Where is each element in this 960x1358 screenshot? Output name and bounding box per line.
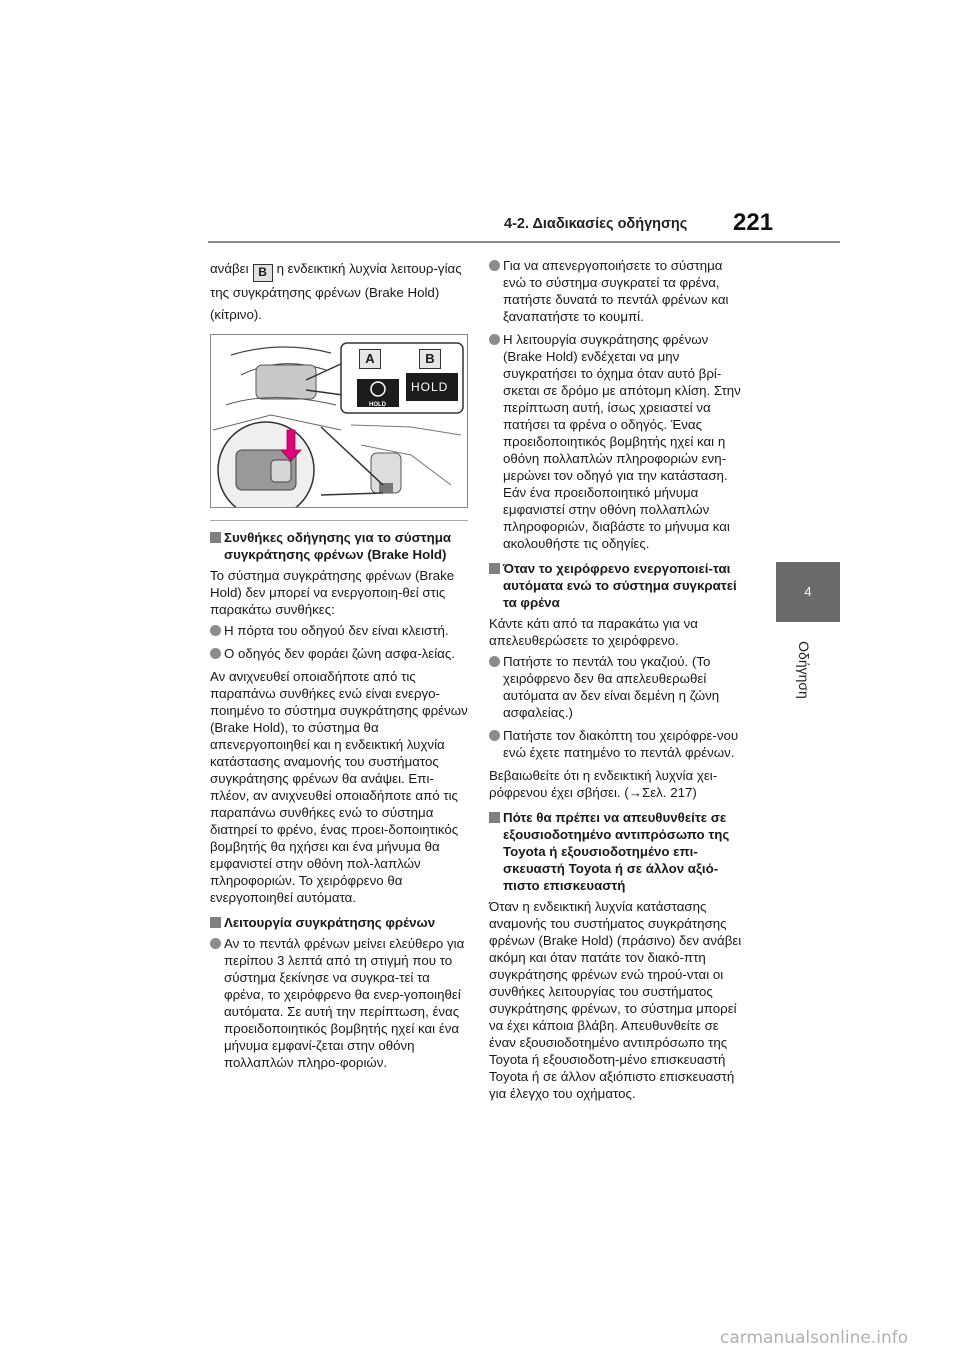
heading-parking-brake-text: Όταν το χειρόφρενο ενεργοποιεί-ται αυτόματα ενώ το σύστημα συγκρατεί τα φρένα [503, 561, 737, 610]
square-bullet-icon [489, 563, 500, 574]
intro-post: η ενδεικτική λυχνία λειτουρ-γίας της συγκράτησης φρένων (Brake Hold) (κίτρινο). [210, 261, 462, 322]
bullet-three-minutes-text: Αν το πεντάλ φρένων μείνει ελεύθερο για περίπου 3 λεπτά από τη στιγμή που το σύστημα ξεκίνησε να συγκρα-τεί τα φρένα, το χειρόφρενο θα ενερ-γοποιηθεί αυτόματα. Σε αυτή την περίπτωση, ένας προειδοποιητικός βομβητής ηχεί και ένα μήνυμα εμφανί-ζεται στην οθόνη πολλαπλών πληρο-φοριών. [224, 936, 465, 1070]
indicator-b-key: B [253, 264, 273, 282]
intro-paragraph [210, 258, 468, 326]
para-conditions: Το σύστημα συγκράτησης φρένων (Brake Hold) δεν μπορεί να ενεργοποιη-θεί στις παρακάτω συνθήκες: [210, 568, 455, 617]
header-rule [208, 241, 840, 243]
heading-operation-text: Λειτουργία συγκράτησης φρένων [224, 915, 436, 930]
bullet-door-text: Η πόρτα του οδηγού δεν είναι κλειστή. [224, 623, 449, 638]
label-b: B [419, 349, 441, 369]
chapter-tab[interactable] [776, 562, 840, 622]
heading-conditions [210, 529, 468, 563]
round-bullet-icon [489, 656, 500, 667]
brake-hold-illustration [210, 334, 468, 508]
intro-pre: ανάβει [210, 261, 249, 276]
bullet-three-minutes [210, 935, 468, 1071]
para-release: Κάντε κάτι από τα παρακάτω για να απελευθερώσετε το χειρόφρενο. [489, 616, 698, 648]
label-a: A [359, 349, 381, 369]
para-detection: Αν ανιχνευθεί οποιαδήποτε από τις παραπάνω συνθήκες ενώ είναι ενεργο-ποιημένο το σύστημα συγκράτησης φρένων (Brake Hold), το σύστημα θα απενεργοποιηθεί και η ενδεικτική λυχνία κατάστασης αναμονής του συστήματος συγκράτησης φρένων θα ανάψει. Επι-πλέον, αν ανιχνευθεί οποιαδήποτε από τις παραπάνω συνθήκες ενώ το σύστημα διατηρεί το φρένο, ένας προει-δοποιητικός βομβητής θα ηχήσει και ένα μήνυμα θα εμφανιστεί στην οθόνη πολ-λαπλών πληροφοριών. Το χειρόφρενο θα ενεργοποιηθεί αυτόματα. [210, 669, 468, 905]
para-malfunction: Όταν η ενδεικτική λυχνία κατάστασης αναμονής του συστήματος συγκράτησης φρένων (Brake Hold) (πράσινο) δεν ανάβει ακόμη και όταν πατάτε τον διακό-πτη συγκράτησης φρένων ενώ τηρού-νται οι συνθήκες λειτουργίας του συστήματος συγκράτησης φρένων, το σύστημα μπορεί να έχει κάποια βλάβη. Απευθυνθείτε σε έναν εξουσιοδοτημένο αντιπρόσωπο της Toyota ή εξουσιοδοτη-μένο επισκευαστή Toyota ή σε άλλον αξιόπιστο επισκευαστή για έλεγχο του οχήματος. [489, 899, 742, 1101]
chapter-label [790, 630, 818, 710]
bullet-steep-slope-text: Η λειτουργία συγκράτησης φρένων (Brake Hold) ενδέχεται να μην συγκρατήσει το όχημα όταν αυτό βρί-σκεται σε δρόμο με απότομη κλίση. Στην περίπτωση αυτή, ίσως χρειαστεί να πατήσει τα φρένα ο οδηγός. Ένας προειδοποιητικός βομβητής ηχεί και η οθόνη πολλαπλών πληροφοριών ενη-μερώνει τον οδηγό για την κατάσταση. Εάν ένα προειδοποιητικό μήνυμα εμφανιστεί στην οθόνη πολλαπλών πληροφοριών, διαβάστε το μήνυμα και ακολουθήστε τις οδηγίες. [503, 332, 741, 551]
round-bullet-icon [210, 625, 221, 636]
para-verify: Βεβαιωθείτε ότι η ενδεικτική λυχνία χει-ρόφρενου έχει σβήσει. (→Σελ. 217) [489, 768, 718, 800]
heading-dealer [489, 809, 747, 894]
bullet-accelerator [489, 653, 747, 721]
page-number: 221 [733, 209, 774, 236]
right-column [489, 257, 747, 1106]
round-bullet-icon [210, 938, 221, 949]
chapter-title: Οδήγηση [796, 641, 812, 699]
bullet-switch-text: Πατήστε τον διακόπτη του χειρόφρε-νου ενώ έχετε πατημένο το πεντάλ φρένων. [503, 728, 739, 760]
chapter-number: 4 [804, 584, 812, 599]
bullet-disable-text: Για να απενεργοποιήσετε το σύστημα ενώ το σύστημα συγκρατεί τα φρένα, πατήστε δυνατά το πεντάλ φρένων και ξαναπατήστε το κουμπί. [503, 258, 729, 324]
bullet-accelerator-text: Πατήστε το πεντάλ του γκαζιού. (Το χειρόφρενο δεν θα απελευθερωθεί αυτόματα αν δεν είναι δεμένη η ζώνη ασφαλείας.) [503, 654, 720, 720]
bullet-switch [489, 727, 747, 761]
round-bullet-icon [489, 334, 500, 345]
left-column [210, 258, 468, 1077]
section-title: 4-2. Διαδικασίες οδήγησης [504, 216, 688, 232]
heading-operation [210, 914, 468, 931]
square-bullet-icon [210, 917, 221, 928]
hold-indicator-text: HOLD [411, 380, 449, 394]
bullet-door [210, 622, 468, 639]
square-bullet-icon [210, 532, 221, 543]
round-bullet-icon [489, 730, 500, 741]
round-bullet-icon [489, 260, 500, 271]
heading-parking-brake [489, 560, 747, 611]
watermark: carmanualsonline.info [720, 1328, 909, 1348]
figure-rule [210, 520, 468, 521]
heading-dealer-text: Πότε θα πρέπει να απευθυνθείτε σε εξουσιοδοτημένο αντιπρόσωπο της Toyota ή εξουσιοδοτημένο επι-σκευαστή Toyota ή σε άλλον αξιό-πιστο επισκευαστή [503, 810, 730, 893]
heading-conditions-text: Συνθήκες οδήγησης για το σύστημα συγκράτησης φρένων (Brake Hold) [224, 530, 452, 562]
hold-icon-text: HOLD [369, 402, 386, 408]
bullet-seatbelt [210, 645, 468, 662]
square-bullet-icon [489, 812, 500, 823]
bullet-steep-slope [489, 331, 747, 552]
bullet-disable [489, 257, 747, 325]
round-bullet-icon [210, 648, 221, 659]
bullet-seatbelt-text: Ο οδηγός δεν φοράει ζώνη ασφα-λείας. [224, 646, 455, 661]
